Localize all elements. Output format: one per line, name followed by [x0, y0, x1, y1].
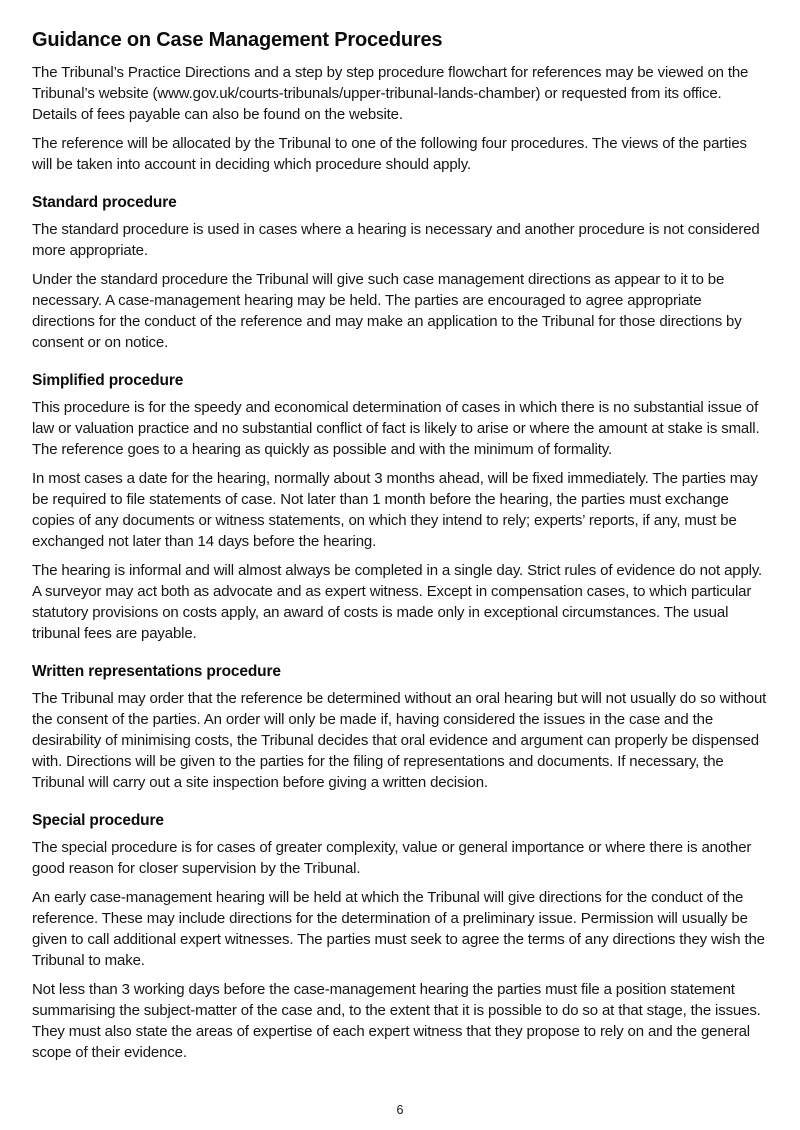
- paragraph: Not less than 3 working days before the case-management hearing the parties must file a position statement summarising the subject-matter of the case and, to the extent that it is possible to do so at that stage, the issues. They must also state the areas of expertise of each expert witness that they propose to rely on and the general scope of their evidence.: [32, 981, 761, 1061]
- intro-paragraph: The reference will be allocated by the Tribunal to one of the following four procedures. The views of the parties will be taken into account in deciding which procedure should apply.: [32, 135, 747, 173]
- paragraph: The standard procedure is used in cases where a hearing is necessary and another procedure is not considered more appropriate.: [32, 221, 760, 259]
- section-heading-written-representations-procedure: Written representations procedure: [32, 663, 281, 680]
- page-number: 6: [396, 1103, 404, 1117]
- paragraph: The Tribunal may order that the reference be determined without an oral hearing but will not usually do so without the consent of the parties. An order will only be made if, having considered the issues in the case and the desirability of minimising costs, the Tribunal decides that oral evidence and argument can properly be dispensed with. Directions will be given to the parties for the filing of representations and documents. If necessary, the Tribunal will carry out a site inspection before giving a written decision.: [32, 690, 767, 791]
- page-title: Guidance on Case Management Procedures: [32, 29, 443, 51]
- section-written-representations-procedure: [32, 661, 768, 793]
- paragraph: The special procedure is for cases of greater complexity, value or general importance or where there is another good reason for closer supervision by the Tribunal.: [32, 839, 752, 877]
- section-heading-standard-procedure: Standard procedure: [32, 194, 177, 211]
- paragraph: In most cases a date for the hearing, normally about 3 months ahead, will be fixed immediately. The parties may be required to file statements of case. Not later than 1 month before the hearing, the parties must exchange copies of any documents or witness statements, on which they intend to rely; experts’ reports, if any, must be exchanged not later than 14 days before the hearing.: [32, 470, 758, 550]
- paragraph: The hearing is informal and will almost always be completed in a single day. Strict rules of evidence do not apply. A surveyor may act both as advocate and as expert witness. Except in compensation cases, to which particular statutory provisions on costs apply, an award of costs is made only in exceptional circumstances. The usual tribunal fees are payable.: [32, 562, 763, 642]
- section-standard-procedure: [32, 192, 768, 353]
- section-simplified-procedure: [32, 370, 768, 644]
- intro-paragraph: The Tribunal’s Practice Directions and a step by step procedure flowchart for references may be viewed on the Tribunal’s website (www.gov.uk/courts-tribunals/upper-tribunal-lands-chamber) or requested from its office. Details of fees payable can also be found on the website.: [32, 64, 749, 123]
- paragraph: Under the standard procedure the Tribunal will give such case management directions as appear to it to be necessary. A case-management hearing may be held. The parties are encouraged to agree appropriate directions for the conduct of the reference and may make an application to the Tribunal for those directions by consent or on notice.: [32, 271, 742, 351]
- paragraph: This procedure is for the speedy and economical determination of cases in which there is no substantial issue of law or valuation practice and no substantial conflict of fact is likely to arise or where the amount at stake is small. The reference goes to a hearing as quickly as possible and with the minimum of formality.: [32, 399, 760, 458]
- paragraph: An early case-management hearing will be held at which the Tribunal will give directions for the conduct of the reference. These may include directions for the determination of a preliminary issue. Permission will usually be given to call additional expert witnesses. The parties must seek to agree the terms of any directions they wish the Tribunal to make.: [32, 889, 765, 969]
- section-heading-special-procedure: Special procedure: [32, 812, 164, 829]
- section-special-procedure: [32, 810, 768, 1063]
- section-heading-simplified-procedure: Simplified procedure: [32, 372, 184, 389]
